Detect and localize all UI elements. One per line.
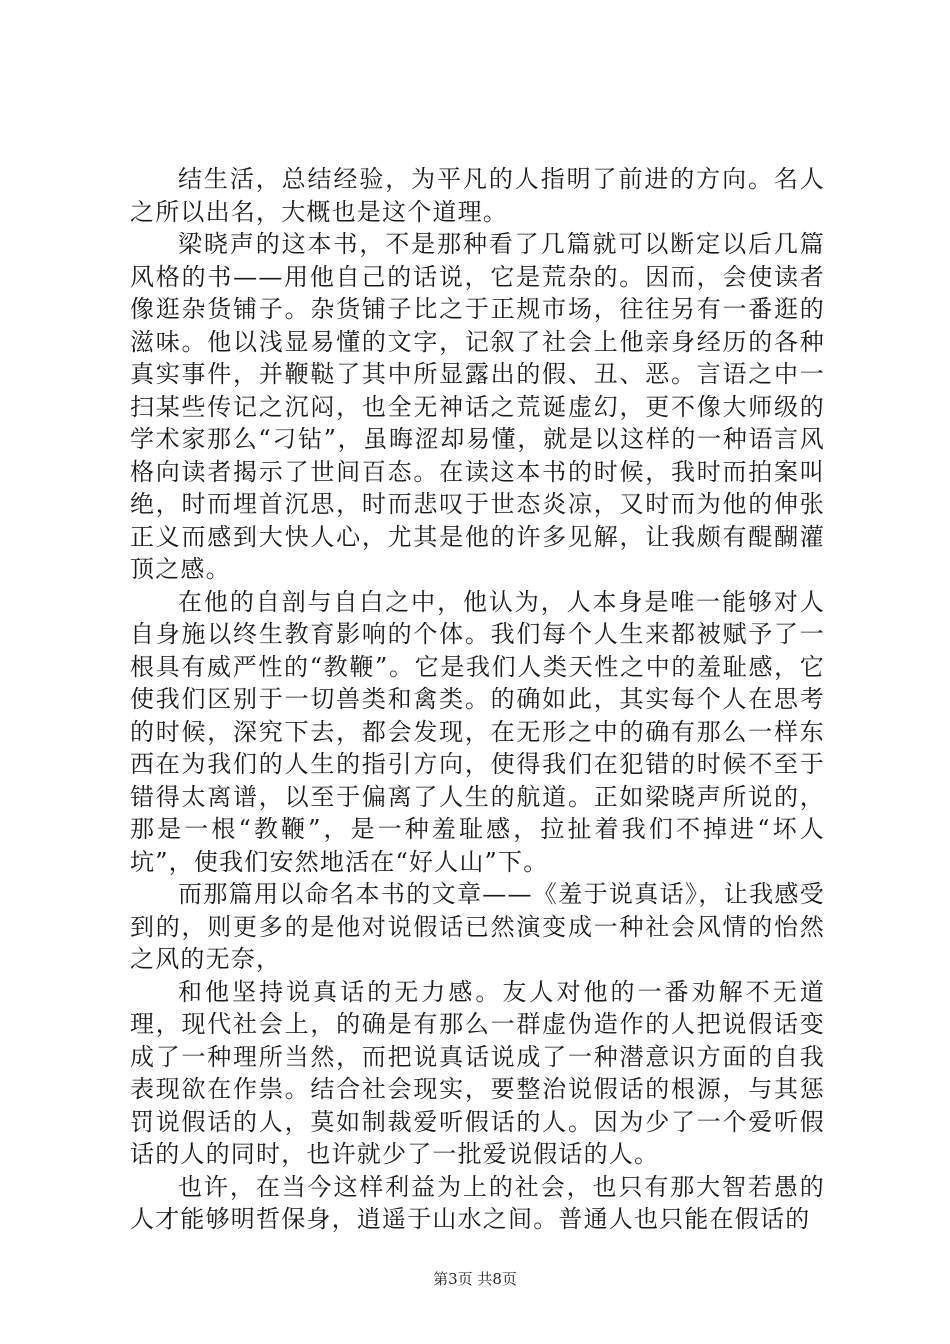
paragraph-4: 而那篇用以命名本书的文章——《羞于说真话》，让我感受到的，则更多的是他对说假话已然演变成一种社会风情的怡然之风的无奈， — [130, 880, 825, 973]
paragraph-5: 和他坚持说真话的无力感。友人对他的一番劝解不无道理，现代社会上，的确是有那么一群虚伪造作的人把说假话变成了一种理所当然，而把说真话说成了一种潜意识方面的自我表现欲在作祟。结合社会现实，要整治说假话的根源，与其惩罚说假话的人，莫如制裁爱听假话的人。因为少了一个爱听假话的人的同时，也许就少了一批爱说假话的人。 — [130, 977, 825, 1168]
paragraph-1: 结生活，总结经验，为平凡的人指明了前进的方向。名人之所以出名，大概也是这个道理。 — [130, 165, 825, 226]
paragraph-2: 梁晓声的这本书，不是那种看了几篇就可以断定以后几篇风格的书——用他自己的话说，它是荒杂的。因而，会使读者像逛杂货铺子。杂货铺子比之于正规市场，往往另有一番逛的滋味。他以浅显易懂的文字，记叙了社会上他亲身经历的各种真实事件，并鞭鞑了其中所显露出的假、丑、恶。言语之中一扫某些传记之沉闷，也全无神话之荒诞虚幻，更不像大师级的学术家那么“刁钻”，虽晦涩却易懂，就是以这样的一种语言风格向读者揭示了世间百态。在读这本书的时候，我时而拍案叫绝，时而埋首沉思，时而悲叹于世态炎凉，又时而为他的伸张正义而感到大快人心，尤其是他的许多见解，让我颇有醍醐灌顶之感。 — [130, 230, 825, 583]
page-footer: 第3页 共8页 — [433, 1270, 517, 1288]
document-body — [130, 163, 825, 1236]
paragraph-3: 在他的自剖与自白之中，他认为，人本身是唯一能够对人自身施以终生教育影响的个体。我们每个人生来都被赋予了一根具有威严性的“教鞭”。它是我们人类天性之中的羞耻感，它使我们区别于一切兽类和禽类。的确如此，其实每个人在思考的时候，深究下去，都会发现，在无形之中的确有那么一样东西在为我们的人生的指引方向，使得我们在犯错的时候不至于错得太离谱，以至于偏离了人生的航道。正如梁晓声所说的，那是一根“教鞭”，是一种羞耻感，拉扯着我们不掉进“坏人坑”，使我们安然地活在“好人山”下。 — [130, 587, 825, 876]
paragraph-6: 也许，在当今这样利益为上的社会，也只有那大智若愚的人才能够明哲保身，逍遥于山水之间。普通人也只能在假话的 — [130, 1172, 825, 1233]
